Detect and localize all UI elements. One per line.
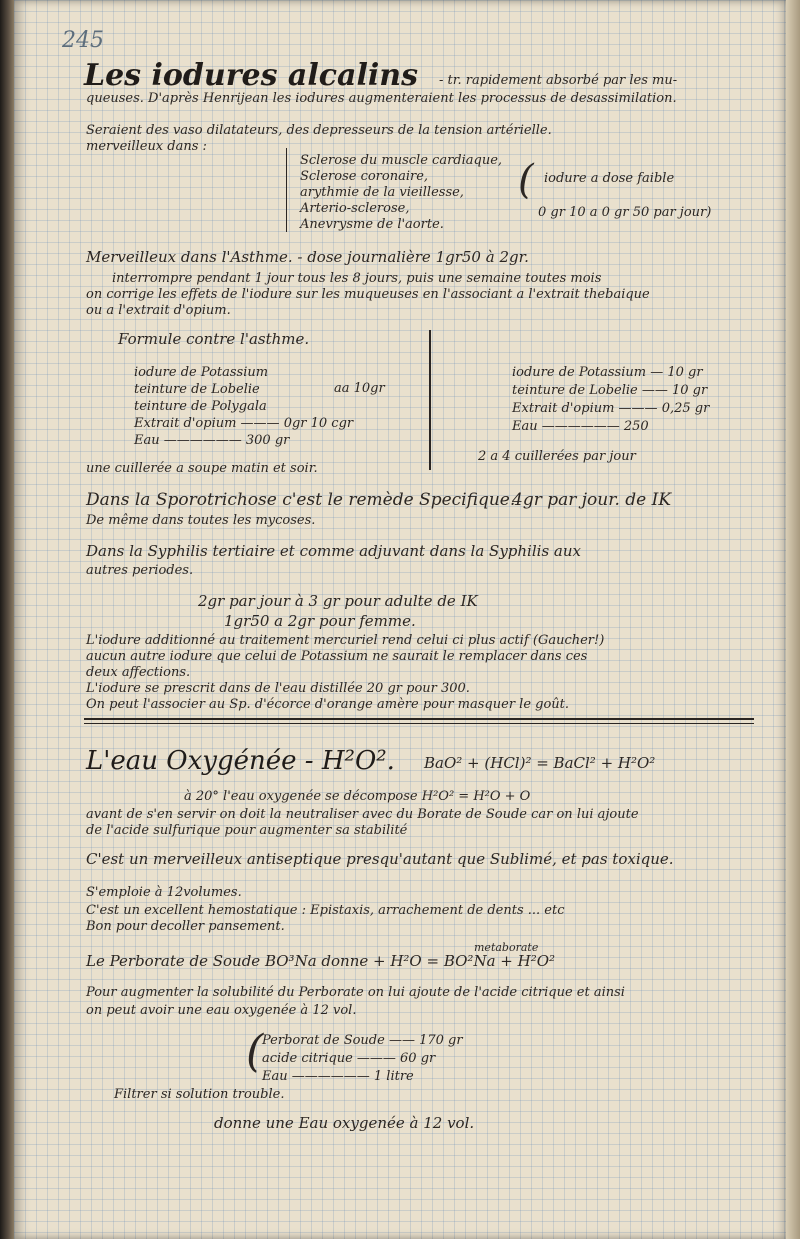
formula-item: teinture de Lobelie: [134, 382, 260, 397]
text-line: Dans la Syphilis tertiaire et comme adjuvant dans la Syphilis aux: [86, 542, 581, 560]
list-item: Sclerose du muscle cardiaque,: [300, 153, 503, 168]
formula-item: Extrait d'opium ——— 0gr 10 cgr: [134, 416, 354, 431]
formula-item: iodure de Potassium — 10 gr: [512, 365, 703, 380]
formula-title: Formule contre l'asthme.: [118, 330, 310, 348]
formula-item: Eau —————— 1 litre: [262, 1069, 414, 1084]
text-line: donne une Eau oxygenée à 12 vol.: [214, 1114, 475, 1132]
formula-item: Perborat de Soude —— 170 gr: [262, 1033, 463, 1048]
brace-glyph: (: [246, 1026, 264, 1077]
dose-line: 2gr par jour à 3 gr pour adulte de IK: [198, 592, 478, 610]
list-item: Anevrysme de l'aorte.: [300, 217, 444, 232]
notebook-page: [14, 0, 786, 1239]
column-divider: [429, 330, 431, 470]
annotation: metaborate: [474, 941, 539, 954]
text-line: L'iodure additionné au traitement mercuriel rend celui ci plus actif (Gaucher!): [86, 633, 605, 648]
text-line: queuses. D'après Henrijean les iodures augmenteraient les processus de desassimilation.: [86, 91, 677, 106]
formula-item: iodure de Potassium: [134, 365, 269, 380]
text-line: Seraient des vaso dilatateurs, des depresseurs de la tension artérielle.: [86, 123, 552, 138]
section-title-iodures: Les iodures alcalins: [84, 58, 418, 93]
text-line: deux affections.: [86, 665, 191, 680]
text-line: on corrige les effets de l'iodure sur les muqueuses en l'associant a l'extrait thebaique: [86, 287, 650, 302]
list-item: Arterio-sclerose,: [300, 201, 410, 216]
text-line: Pour augmenter la solubilité du Perborate on lui ajoute de l'acide citrique et ainsi: [86, 985, 625, 1000]
dose-note: 0 gr 10 a 0 gr 50 par jour): [538, 205, 712, 220]
text-line: 4gr par jour. de IK: [512, 490, 672, 510]
text-line: à 20° l'eau oxygenée se décompose H²O² = H²O + O: [184, 789, 531, 804]
section-divider: [84, 718, 754, 720]
text-line: on peut avoir une eau oxygenée à 12 vol.: [86, 1003, 357, 1018]
text-line: Merveilleux dans l'Asthme. - dose journalière 1gr50 à 2gr.: [86, 248, 529, 266]
page-edge: [786, 0, 800, 1239]
text-line: aucun autre iodure que celui de Potassium ne saurait le remplacer dans ces: [86, 649, 588, 664]
formula-item: Eau —————— 300 gr: [134, 433, 290, 448]
text-line: C'est un excellent hemostatique : Epistaxis, arrachement de dents ... etc: [86, 903, 565, 918]
text-line: autres periodes.: [86, 563, 194, 578]
text-line: C'est un merveilleux antiseptique presqu'autant que Sublimé, et pas toxique.: [86, 850, 674, 868]
formula-aa: aa 10gr: [334, 381, 385, 396]
page-number: 245: [62, 28, 104, 53]
formula-item: teinture de Polygala: [134, 399, 267, 414]
text-line: Le Perborate de Soude BO³Na donne + H²O = BO²Na + H²O²: [86, 952, 556, 970]
dose-line: 1gr50 a 2gr pour femme.: [224, 612, 416, 630]
list-item: Sclerose coronaire,: [300, 169, 429, 184]
formula-item: Extrait d'opium ——— 0,25 gr: [512, 401, 710, 416]
text-line: une cuillerée a soupe matin et soir.: [86, 461, 318, 476]
brace-glyph: (: [518, 157, 534, 203]
text-line: Bon pour decoller pansement.: [86, 919, 285, 934]
dose-note: iodure a dose faible: [544, 171, 675, 186]
text-line: avant de s'en servir on doit la neutraliser avec du Borate de Soude car on lui ajoute: [86, 807, 639, 822]
list-item: arythmie de la vieillesse,: [300, 185, 464, 200]
formula-item: Eau —————— 250: [512, 419, 649, 434]
text-line: 2 a 4 cuillerées par jour: [478, 449, 636, 464]
formula-item: teinture de Lobelie —— 10 gr: [512, 383, 708, 398]
brace-line: [286, 148, 287, 232]
text-line: merveilleux dans :: [86, 139, 207, 154]
text-line: Filtrer si solution trouble.: [114, 1087, 285, 1102]
formula-item: acide citrique ——— 60 gr: [262, 1051, 436, 1066]
title-note: - tr. rapidement absorbé par les mu-: [439, 73, 678, 88]
text-line: Dans la Sporotrichose c'est le remède Specifique.: [86, 490, 516, 510]
text-line: interrompre pendant 1 jour tous les 8 jours, puis une semaine toutes mois: [112, 271, 602, 286]
equation: BaO² + (HCl)² = BaCl² + H²O²: [424, 754, 656, 772]
text-line: S'emploie à 12volumes.: [86, 885, 242, 900]
notebook-binding: [0, 0, 14, 1239]
text-line: L'iodure se prescrit dans de l'eau distillée 20 gr pour 300.: [86, 681, 470, 696]
section-title-eau-oxygenee: L'eau Oxygénée - H²O².: [86, 746, 395, 776]
text-line: On peut l'associer au Sp. d'écorce d'orange amère pour masquer le goût.: [86, 697, 570, 712]
text-line: De même dans toutes les mycoses.: [86, 513, 316, 528]
text-line: de l'acide sulfurique pour augmenter sa stabilité: [86, 823, 408, 838]
text-line: ou a l'extrait d'opium.: [86, 303, 231, 318]
section-divider: [84, 723, 754, 724]
